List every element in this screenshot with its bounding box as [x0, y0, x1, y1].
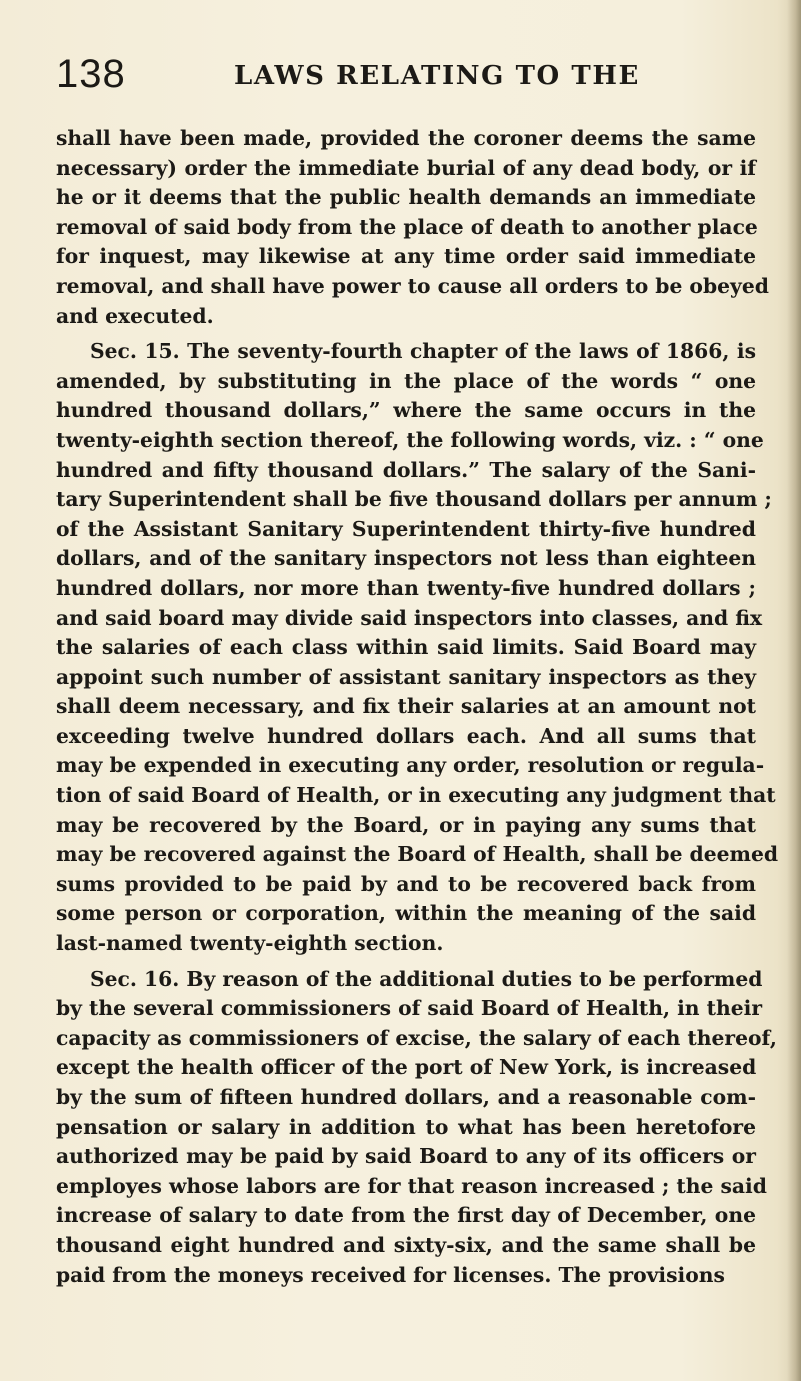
text-line: sums provided to be paid by and to be recovered back from: [56, 871, 756, 896]
text-line: hundred thousand dollars,” where the same occurs in the: [56, 398, 756, 423]
text-line: shall have been made, provided the coroner deems the same: [56, 126, 756, 150]
text-line: amended, by substituting in the place of the words “ one: [56, 368, 756, 393]
text-line: except the health officer of the port of New York, is increased: [56, 1055, 757, 1080]
text-line: some person or corporation, within the meaning of the said: [56, 901, 756, 926]
text-line: by the sum of fifteen hundred dollars, and a reasonable com-: [56, 1085, 756, 1109]
text-line: by the several commissioners of said Board of Health, in their: [56, 996, 763, 1021]
text-line: necessary) order the immediate burial of any dead body, or if: [56, 155, 756, 180]
text-line: dollars, and of the sanitary inspectors not less than eighteen: [56, 546, 756, 571]
text-line: may be recovered against the Board of Health, shall be deemed: [56, 842, 779, 867]
paragraph: [56, 124, 769, 331]
text-line: of the Assistant Sanitary Superintendent thirty-five hundred: [56, 516, 756, 541]
text-line: paid from the moneys received for licenses. The provisions: [56, 1262, 725, 1287]
text-line: hundred and fifty thousand dollars.” The salary of the Sani-: [56, 457, 756, 482]
text-line: employes whose labors are for that reason increased ; the said: [56, 1173, 767, 1198]
text-line: hundred dollars, nor more than twenty-five hundred dollars ;: [56, 575, 756, 600]
paragraph: [56, 965, 777, 1291]
text-line: he or it deems that the public health demands an immediate: [56, 185, 756, 210]
text-line: exceeding twelve hundred dollars each. And all sums that: [56, 723, 756, 748]
text-line: twenty-eighth section thereof, the following words, viz. : “ one: [56, 427, 764, 452]
paragraph: [56, 337, 779, 958]
text-line: and said board may divide said inspectors into classes, and fix: [56, 605, 763, 630]
page-edge-shadow: [787, 0, 801, 1381]
text-line: tary Superintendent shall be five thousand dollars per annum ;: [56, 487, 772, 512]
text-line: and executed.: [56, 303, 214, 328]
text-line: increase of salary to date from the first day of December, one: [56, 1203, 756, 1228]
text-line: Sec. 16. By reason of the additional duties to be performed: [90, 966, 763, 991]
text-line: shall deem necessary, and fix their salaries at an amount not: [56, 694, 756, 719]
text-line: authorized may be paid by said Board to any of its officers or: [56, 1144, 756, 1169]
text-line: thousand eight hundred and sixty-six, and the same shall be: [56, 1232, 756, 1257]
text-line: may be recovered by the Board, or in paying any sums that: [56, 812, 756, 837]
text-line: last-named twenty-eighth section.: [56, 931, 444, 956]
text-line: pensation or salary in addition to what has been heretofore: [56, 1114, 756, 1139]
text-line: Sec. 15. The seventy-fourth chapter of the laws of 1866, is: [90, 339, 756, 364]
text-line: capacity as commissioners of excise, the salary of each thereof,: [56, 1025, 777, 1050]
text-line: removal of said body from the place of death to another place: [56, 214, 758, 239]
running-head: LAWS RELATING TO THE: [234, 61, 640, 91]
text-line: removal, and shall have power to cause all orders to be obeyed: [56, 273, 769, 298]
text-line: the salaries of each class within said limits. Said Board may: [56, 635, 756, 660]
body-text: [56, 124, 779, 1290]
page-number: 138: [56, 52, 126, 96]
text-line: tion of said Board of Health, or in executing any judgment that: [56, 783, 776, 808]
page-header: [56, 52, 756, 102]
text-line: may be expended in executing any order, resolution or regula-: [56, 753, 765, 778]
text-line: appoint such number of assistant sanitary inspectors as they: [56, 664, 756, 689]
text-line: for inquest, may likewise at any time order said immediate: [56, 244, 756, 269]
